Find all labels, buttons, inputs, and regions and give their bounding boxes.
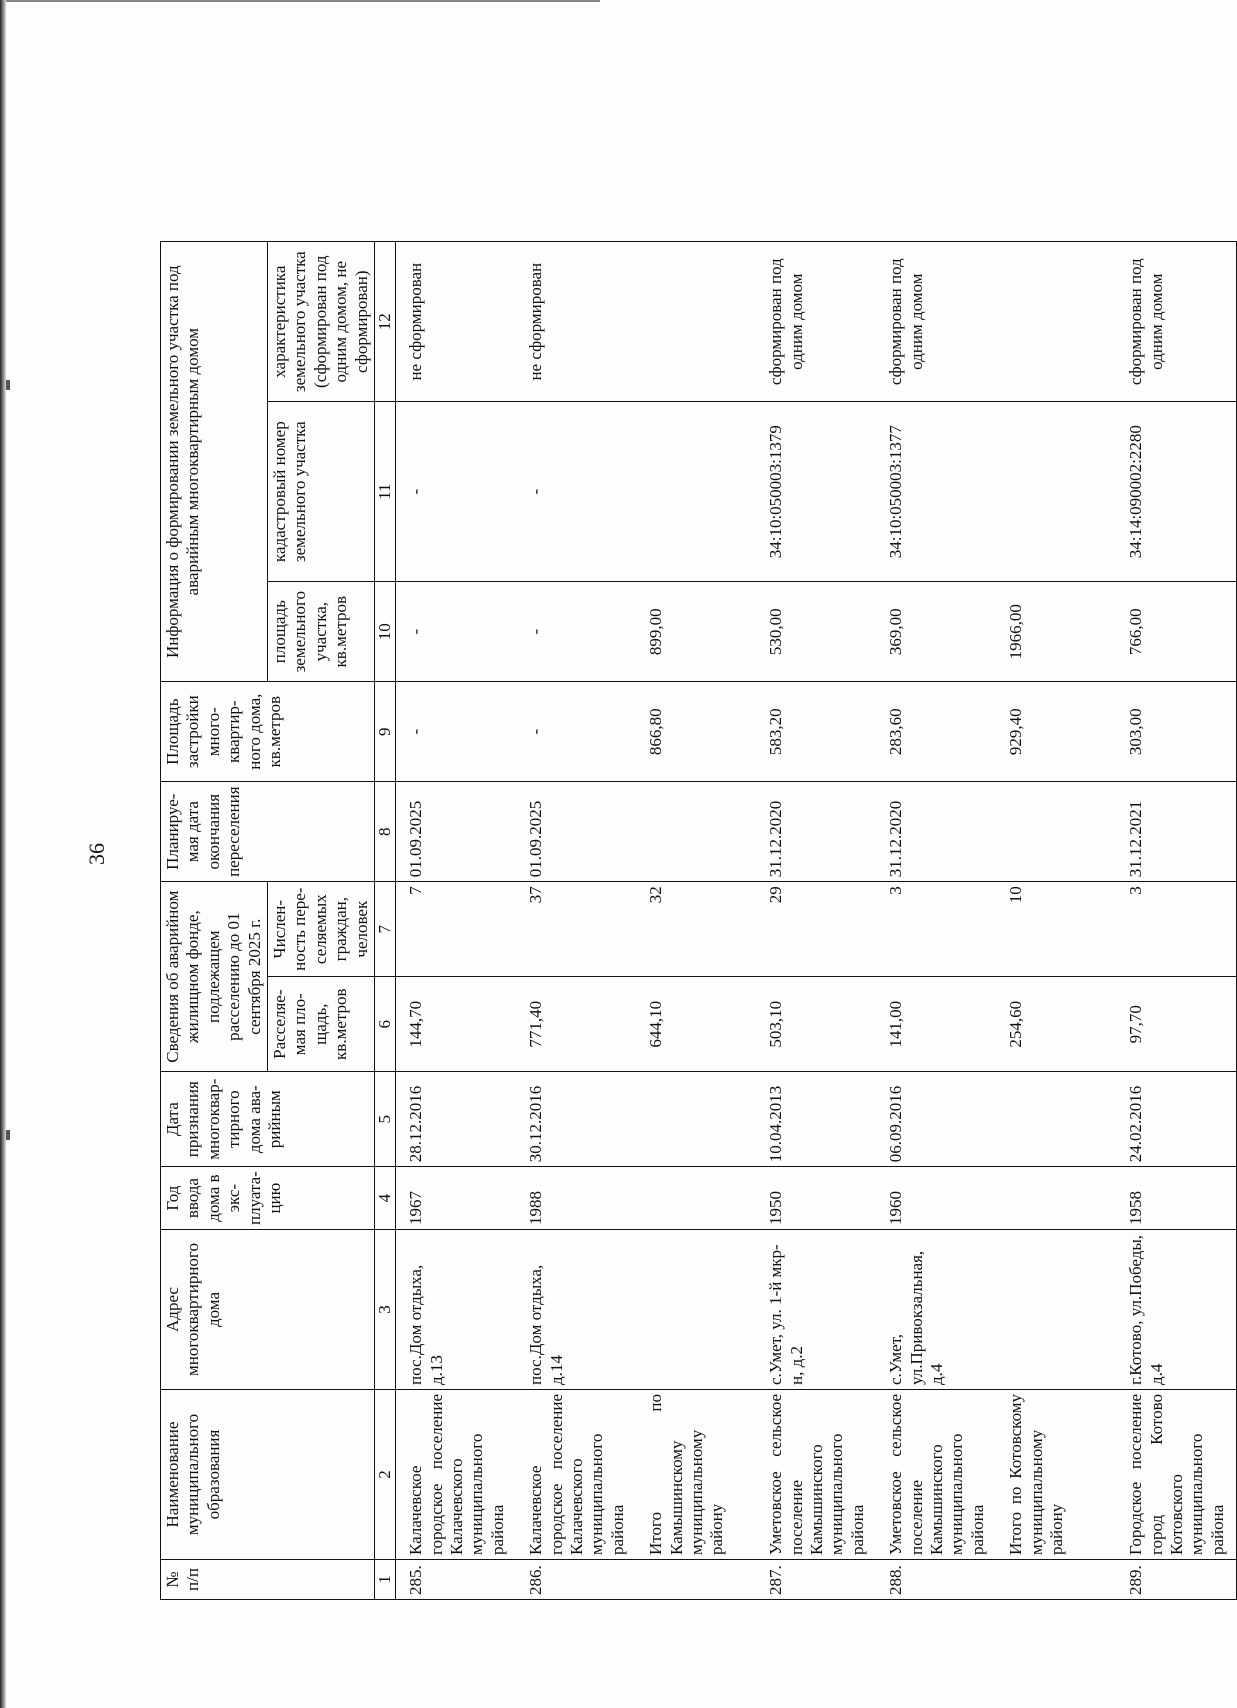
- cell-planned-date: [996, 782, 1116, 882]
- header-group-fund: Сведения об аварийном жилищном фонде, подлежащем расселению до 01 сентября 2025 г.: [161, 882, 268, 1072]
- column-number: 5: [374, 1072, 395, 1167]
- cell-num: 288.: [876, 1560, 996, 1600]
- column-number: 2: [374, 1390, 395, 1560]
- cell-municipality: Уметовское сельское поселение Камышинского муниципального района: [876, 1390, 996, 1560]
- column-number: 7: [374, 882, 395, 977]
- cell-land-area: 1966,00: [996, 582, 1116, 682]
- cell-date-recognized: 30.12.2016: [516, 1072, 636, 1167]
- cell-num: 287.: [756, 1560, 876, 1600]
- header-land-area: площадь земельного участка, кв.метров: [267, 582, 374, 682]
- column-number: 12: [374, 242, 395, 402]
- cell-municipality: Итого по Котовскому муниципальному району: [996, 1390, 1116, 1560]
- header-area-resettled: Расселяе- мая пло- щадь, кв.метров: [267, 977, 374, 1072]
- table-row: [516, 242, 636, 1600]
- cell-address: пос.Дом отдыха, д.14: [516, 1230, 636, 1390]
- cell-num: [636, 1560, 756, 1600]
- column-number: 4: [374, 1167, 395, 1230]
- cell-land-status: [636, 242, 756, 402]
- header-cadastral: кадастровый номер земельного участка: [267, 402, 374, 582]
- cell-year: [996, 1167, 1116, 1230]
- cell-date-recognized: [636, 1072, 756, 1167]
- cell-planned-date: 01.09.2025: [396, 782, 517, 882]
- cell-building-area: 303,00: [1116, 682, 1237, 782]
- cell-building-area: 866,80: [636, 682, 756, 782]
- table-row: [636, 242, 756, 1600]
- cell-address: г.Котово, ул.Победы, д.4: [1116, 1230, 1237, 1390]
- table-row: [876, 242, 996, 1600]
- cell-date-recognized: [996, 1072, 1116, 1167]
- cell-num: 289.: [1116, 1560, 1237, 1600]
- cell-cadastral: -: [396, 402, 517, 582]
- cell-area-resettled: 254,60: [996, 977, 1116, 1072]
- cell-people: 37: [516, 882, 636, 977]
- cell-area-resettled: 644,10: [636, 977, 756, 1072]
- cell-land-status: не сформирован: [516, 242, 636, 402]
- cell-address: пос.Дом отдыха, д.13: [396, 1230, 517, 1390]
- header-building-area: Площадь застройки много- квартир- ного дома, кв.метров: [161, 682, 375, 782]
- cell-land-area: -: [516, 582, 636, 682]
- cell-area-resettled: 141,00: [876, 977, 996, 1072]
- cell-date-recognized: 10.04.2013: [756, 1072, 876, 1167]
- cell-building-area: -: [516, 682, 636, 782]
- cell-year: 1950: [756, 1167, 876, 1230]
- cell-cadastral: [996, 402, 1116, 582]
- cell-cadastral: -: [516, 402, 636, 582]
- header-year: Год ввода дома в экс- плуата- цию: [161, 1167, 375, 1230]
- cell-year: 1988: [516, 1167, 636, 1230]
- cell-date-recognized: 28.12.2016: [396, 1072, 517, 1167]
- cell-building-area: 929,40: [996, 682, 1116, 782]
- table-row: [396, 242, 517, 1600]
- cell-planned-date: [636, 782, 756, 882]
- column-number: 1: [374, 1560, 395, 1600]
- table-row: [756, 242, 876, 1600]
- cell-building-area: 283,60: [876, 682, 996, 782]
- cell-land-status: не сформирован: [396, 242, 517, 402]
- cell-people: 10: [996, 882, 1116, 977]
- cell-date-recognized: 24.02.2016: [1116, 1072, 1237, 1167]
- cell-people: 32: [636, 882, 756, 977]
- cell-municipality: Калачевское городское поселение Калачевского муниципального района: [516, 1390, 636, 1560]
- column-number: 11: [374, 402, 395, 582]
- cell-land-area: -: [396, 582, 517, 682]
- cell-people: 7: [396, 882, 517, 977]
- cell-land-status: сформирован под одним домом: [876, 242, 996, 402]
- cell-date-recognized: 06.09.2016: [876, 1072, 996, 1167]
- cell-num: [996, 1560, 1116, 1600]
- housing-register-table: [160, 241, 1237, 1600]
- cell-land-status: [996, 242, 1116, 402]
- cell-area-resettled: 97,70: [1116, 977, 1237, 1072]
- column-number: 3: [374, 1230, 395, 1390]
- cell-land-status: сформирован под одним домом: [756, 242, 876, 402]
- cell-planned-date: 01.09.2025: [516, 782, 636, 882]
- header-people: Числен- ность пере- селяемых граждан, человек: [267, 882, 374, 977]
- cell-area-resettled: 771,40: [516, 977, 636, 1072]
- cell-building-area: -: [396, 682, 517, 782]
- cell-num: 286.: [516, 1560, 636, 1600]
- table-row: [1116, 242, 1237, 1600]
- cell-address: с.Умет, ул. 1-й мкр-н, д.2: [756, 1230, 876, 1390]
- table-row: [996, 242, 1116, 1600]
- cell-year: 1960: [876, 1167, 996, 1230]
- cell-municipality: Уметовское сельское поселение Камышинского муниципального района: [756, 1390, 876, 1560]
- cell-municipality: Городское поселение город Котово Котовского муниципального района: [1116, 1390, 1237, 1560]
- cell-planned-date: 31.12.2020: [756, 782, 876, 882]
- cell-people: 29: [756, 882, 876, 977]
- column-number: 9: [374, 682, 395, 782]
- cell-cadastral: 34:10:050003:1379: [756, 402, 876, 582]
- header-municipality: Наименование муниципального образования: [161, 1390, 375, 1560]
- cell-cadastral: 34:10:050003:1377: [876, 402, 996, 582]
- column-number-row: [374, 242, 395, 1600]
- cell-municipality: Калачевское городское поселение Калачевского муниципального района: [396, 1390, 517, 1560]
- cell-land-area: 899,00: [636, 582, 756, 682]
- cell-land-area: 369,00: [876, 582, 996, 682]
- cell-address: [996, 1230, 1116, 1390]
- cell-building-area: 583,20: [756, 682, 876, 782]
- column-number: 10: [374, 582, 395, 682]
- header-address: Адрес многоквартирного дома: [161, 1230, 375, 1390]
- cell-municipality: Итого по Камышинскому муниципальному району: [636, 1390, 756, 1560]
- cell-people: 3: [1116, 882, 1237, 977]
- header-land-status: характеристика земельного участка (сформирован под одним домом, не сформирован): [267, 242, 374, 402]
- header-group-land: Информация о формировании земельного участка под аварийным многоквартирным домом: [161, 242, 268, 682]
- cell-area-resettled: 144,70: [396, 977, 517, 1072]
- cell-land-area: 530,00: [756, 582, 876, 682]
- cell-year: [636, 1167, 756, 1230]
- cell-num: 285.: [396, 1560, 517, 1600]
- header-num: № п/п: [161, 1560, 375, 1600]
- cell-year: 1958: [1116, 1167, 1237, 1230]
- cell-people: 3: [876, 882, 996, 977]
- header-planned-date: Планируе- мая дата окончания переселения: [161, 782, 375, 882]
- column-number: 8: [374, 782, 395, 882]
- cell-land-area: 766,00: [1116, 582, 1237, 682]
- page-number: 36: [84, 843, 109, 865]
- cell-planned-date: 31.12.2020: [876, 782, 996, 882]
- cell-area-resettled: 503,10: [756, 977, 876, 1072]
- header-date-recognized: Дата признания многоквар- тирного дома ава- рийным: [161, 1072, 375, 1167]
- cell-year: 1967: [396, 1167, 517, 1230]
- cell-planned-date: 31.12.2021: [1116, 782, 1237, 882]
- cell-land-status: сформирован под одним домом: [1116, 242, 1237, 402]
- cell-cadastral: 34:14:090002:2280: [1116, 402, 1237, 582]
- cell-address: с.Умет, ул.Привокзальная, д.4: [876, 1230, 996, 1390]
- cell-cadastral: [636, 402, 756, 582]
- cell-address: [636, 1230, 756, 1390]
- column-number: 6: [374, 977, 395, 1072]
